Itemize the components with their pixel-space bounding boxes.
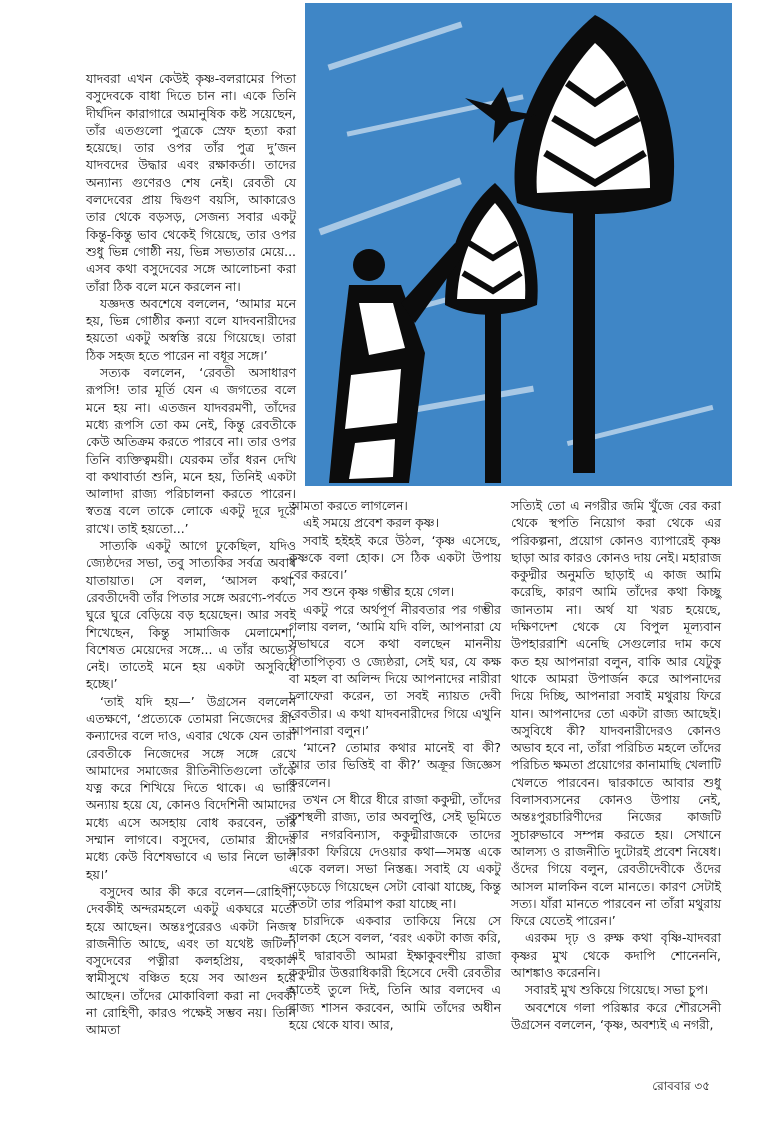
paragraph: সবাই হইহই করে উঠল, ‘কৃষ্ণ এসেছে, কৃষ্ণকে বলা হোক। সে ঠিক একটা উপায় বের করবে।’	[289, 532, 501, 583]
paragraph: যজ্ঞদত্ত অবশেষে বললেন, ‘আমার মনে হয়, ভিন্ন গোষ্ঠীর কন্যা বলে যাদবনারীদের হয়তো একটু অস্বস্তি রয়ে গিয়েছে। তারা ঠিক সহজ হতে পারেন না বধূর সঙ্গে।’	[86, 295, 296, 363]
paragraph: সবারই মুখ শুকিয়ে গিয়েছে। সভা চুপ।	[525, 982, 709, 998]
paragraph: এই সময়ে প্রবেশ করল কৃষ্ণ।	[303, 515, 440, 531]
paragraph: বসুদেব আর কী করে বলেন—রোহিণী, দেবকীই অন্দরমহলে একটু একঘরে মতো হয়ে আছেন। অন্তঃপুরেরও একটা নিজস্ব রাজনীতি আছে, এবং তা যথেষ্ট জটিল। বসুদেবের পত্নীরা কলহপ্রিয়, বহুকাল স্বামীসুখে বঞ্চিত হয়ে সব আগুন হয়ে আছেন। তাঁদের মোকাবিলা করা না দেবকী না রোহিণী, কারও পক্ষেই সম্ভব নয়। তিনি আমতা	[86, 883, 296, 1038]
paragraph: সব শুনে কৃষ্ণ গম্ভীর হয়ে গেল।	[303, 584, 455, 600]
paragraph: ‘মানে? তোমার কথার মানেই বা কী? আর তার ভিত্তিই বা কী?’ অক্রূর জিজ্ঞেস করলেন।	[289, 740, 501, 790]
paragraph: ‘তাই যদি হয়—’ উগ্রসেন বললেন এতক্ষণে, ‘প্রত্যেকে তোমরা নিজেদের স্ত্রী-কন্যাদের বলে দাও, এবার থেকে যেন তারা রেবতীকে নিজেদের সঙ্গে সঙ্গে রেখে আমাদের সমাজের রীতিনীতিগুলো তাঁকে যত্ন করে শিখিয়ে দিতে থাকে। এ ভারি অন্যায় হয়ে যে, কোনও বিদেশিনী আমাদের মধ্যে এসে অসহায় বোধ করবেন, তাঁর সম্মান লাগবে। বসুদেব, তোমার স্ত্রীদের মধ্যে কেউ বিশেষভাবে এ ভার নিলে ভাল হয়।’	[86, 693, 296, 882]
illustration-painting	[305, 3, 732, 486]
page-footer: রোববার ৩৫	[652, 1079, 710, 1093]
paragraph: এরকম দৃঢ় ও রুক্ষ কথা বৃষ্ণি-যাদবরা কৃষ্ণর মুখ থেকে কদাপি শোনেননি, আশঙ্কাও করেননি।	[511, 930, 721, 981]
paragraph: সত্যিই তো এ নগরীর জমি খুঁজে বের করা থেকে স্থপতি নিয়োগ করা থেকে এর পরিকল্পনা, প্রয়োগ কোনও ব্যাপারেই কৃষ্ণ ছাড়া আর কারও কোনও দায় নেই। মহারাজ ককুদ্মীর অনুমতি ছাড়াই এ কাজ আমি করেছি, কারণ আমি তাঁদের কথা কিচ্ছু জানতাম না। অর্থ যা খরচ হয়েছে, দক্ষিণদেশ থেকে যে বিপুল মূল্যবান উপহাররাশি এনেছি সেগুলোর দাম কষে কত হয় আপনারা বলুন, বাকি আর যেটুকু থাকে আমরা উপার্জন করে আপনাদের দিয়ে দিচ্ছি, আপনারা সবাই মথুরায় ফিরে যান। আপনাদের তো একটা রাজ্য আছেই। অসুবিধে কী? যাদবনারীদেরও কোনও অভাব হবে না, তাঁরা পরিচিত মহলে তাঁদের পরিচিত ক্ষমতা প্রয়োগের কানামাছি খেলাটি খেলতে পারবেন। দ্বারকাতে আবার শুধু বিলাসব্যসনের কোনও উপায় নেই, অন্তঃপুরচারিণীদের নিজের কাজটি সুচারুভাবে সম্পন্ন করতে হয়। সেখানে আলস্য ও রাজনীতি দুটোরই প্রবেশ নিষেধ। ওঁদের গিয়ে বলুন, রেবতীদেবীকে ওঁদের আসল মালকিন বলে মানতে। কারণ সেটাই সত্য। যাঁরা মানতে পারবেন না তাঁরা মথুরায় ফিরে যেতেই পারেন।’	[511, 498, 721, 929]
text-column-1	[86, 70, 296, 1039]
text-column-2	[289, 497, 501, 1033]
text-column-3	[511, 497, 721, 1033]
paragraph: চারদিকে একবার তাকিয়ে নিয়ে সে হালকা হেসে বলল, ‘বরং একটা কাজ করি, এই দ্বারাবতী আমরা ইক্ষাকুবংশীয় রাজা ককুদ্মীর উত্তরাধিকারী হিসেবে দেবী রেবতীর হাতেই তুলে দিই, তিনি আর বলদেব এ রাজ্য শাসন করবেন, আমি তাঁদের অধীন হয়ে থেকে যাব। আর,	[289, 913, 501, 1032]
paragraph: একটু পরে অর্থপূর্ণ নীরবতার পর গম্ভীর গলায় বলল, ‘আমি যদি বলি, আপনারা যে সভাঘরে বসে কথা বলছেন মাননীয় পিতাপিতৃব্য ও জ্যেষ্ঠরা, সেই ঘর, যে কক্ষ বা মহল বা অলিন্দ দিয়ে আপনাদের নারীরা চলাফেরা করেন, তা সবই ন্যায়ত দেবী রেবতীর। এ কথা যাদবনারীদের গিয়ে এখুনি আপনারা বলুন।’	[289, 601, 501, 738]
paragraph: অবশেষে গলা পরিষ্কার করে শৌরসেনী উগ্রসেন বললেন, ‘কৃষ্ণ, অবশ্যই এ নগরী,	[511, 999, 721, 1032]
paragraph: যাদবরা এখন কেউই কৃষ্ণ-বলরামের পিতা বসুদেবকে বাধা দিতে চান না। একে তিনি দীর্ঘদিন কারাগারে অমানুষিক কষ্ট সয়েছেন, তাঁর এতগুলো পুত্রকে স্রেফ হত্যা করা হয়েছে। তার ওপর তাঁর পুত্র দু’জন যাদবদের উদ্ধার এবং রক্ষাকর্তা। তাদের অন্যান্য গুণেরও শেষ নেই। রেবতী যে বলদেবের প্রায় দ্বিগুণ বয়সি, আকারেও তার থেকে বড়সড়, সেজন্য সবার একটু কিন্তু-কিন্তু ভাব থেকেই গিয়েছে, তার ওপর শুধু ভিন্ন গোষ্ঠী নয়, ভিন্ন সভ্যতার মেয়ে... এসব কথা বসুদেবের সঙ্গে আলোচনা করা তাঁরা ঠিক বলে মনে করলেন না।	[86, 71, 296, 294]
paragraph: আমতা করতে লাগলেন।	[289, 498, 408, 513]
paragraph: সত্যক বললেন, ‘রেবতী অসাধারণ রূপসি! তার মূর্তি যেন এ জগতের বলে মনে হয় না। এতজন যাদবরমণী, তাঁদের মধ্যে রূপসি তো কম নেই, কিন্তু রেবতীকে কেউ অতিক্রম করতে পারবে না। তার ওপর তিনি ব্যক্তিত্বময়ী। যেরকম তাঁর ধরন দেখি বা কথাবার্তা শুনি, মনে হয়, তিনিই একটা আলাদা রাজ্য পরিচালনা করতে পারেন। স্বতন্ত্র বলে তাকে লোকে একটু দূরে দূরে রাখে। তাই হয়তো...’	[86, 365, 296, 536]
paragraph: সাত্যকি একটু আগে ঢুকেছিল, যদিও জ্যেষ্ঠদের সভা, তবু সাত্যকির সর্বত্র অবাধ যাতায়াত। সে বলল, ‘আসল কথা, রেবতীদেবী তাঁর পিতার সঙ্গে অরণ্যে-পর্বতে ঘুরে ঘুরে বেড়িয়ে বড় হয়েছেন। আর সবই শিখেছেন, কিন্তু সামাজিক মেলামেশা, বিশেষত মেয়েদের সঙ্গে... এ তাঁর অভ্যেস নেই। তাতেই মনে হয় একটা অসুবিধে হচ্ছে।’	[86, 538, 296, 692]
paragraph: তখন সে ধীরে ধীরে রাজা ককুদ্মী, তাঁদের কুশস্থলী রাজ্য, তার অবলুপ্তি, সেই ভূমিতে তার নগরবিন্যাস, ককুদ্মীরাজকে তাদের দ্বারকা ফিরিয়ে দেওয়ার কথা—সমস্ত একে একে বলল। সভা নিস্তব্ধ। সবাই যে একটু নড়েচড়ে গিয়েছেন সেটা বোঝা যাচ্ছে, কিন্তু কতটা তার পরিমাপ করা যাচ্ছে না।	[289, 792, 501, 911]
